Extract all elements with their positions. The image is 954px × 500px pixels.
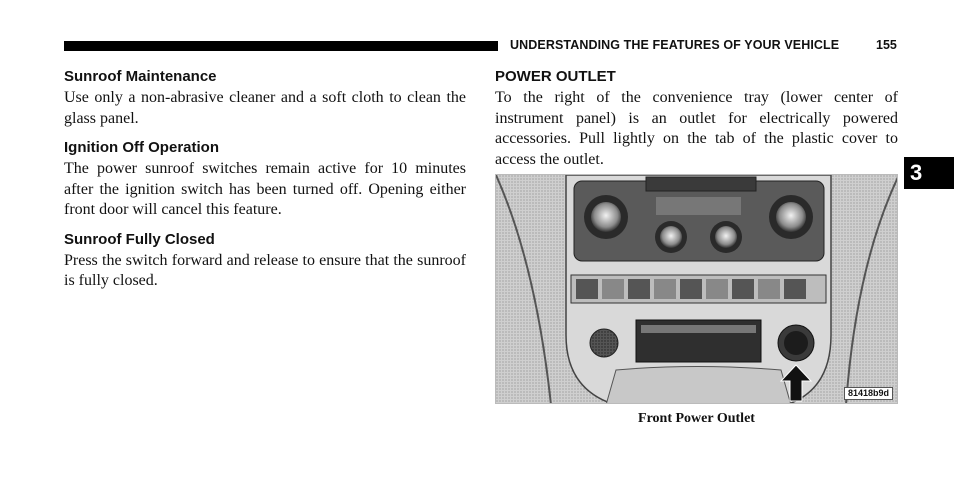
figure-caption: Front Power Outlet [638,411,755,426]
right-column [495,66,898,178]
page-number: 155 [876,38,897,52]
section-heading-sunroof-maintenance: Sunroof Maintenance [64,68,217,85]
dashboard-illustration [496,175,898,404]
section-body-power-outlet: To the right of the convenience tray (lower center of instrument panel) is an outlet for electrically powered accessories. Pull lightly on the tab of the plastic cover to access the outlet. [495,89,898,168]
chapter-tab: 3 [904,157,954,189]
section-heading-power-outlet: POWER OUTLET [495,68,616,85]
section-body-sunroof-closed: Press the switch forward and release to ensure that the sunroof is fully closed. [64,251,466,289]
section-body-ignition-off: The power sunroof switches remain active for 10 minutes after the ignition switch has been turned off. Opening either front door will cancel this feature. [64,160,466,218]
left-column [64,66,466,300]
power-outlet-illustration [495,174,898,404]
running-header: UNDERSTANDING THE FEATURES OF YOUR VEHICLE [510,38,840,52]
figure-code-label: 81418b9d [844,387,893,400]
header-rule [64,41,498,51]
section-heading-ignition-off: Ignition Off Operation [64,139,219,156]
section-body-sunroof-maintenance: Use only a non-abrasive cleaner and a soft cloth to clean the glass panel. [64,89,466,127]
section-heading-sunroof-closed: Sunroof Fully Closed [64,230,215,248]
